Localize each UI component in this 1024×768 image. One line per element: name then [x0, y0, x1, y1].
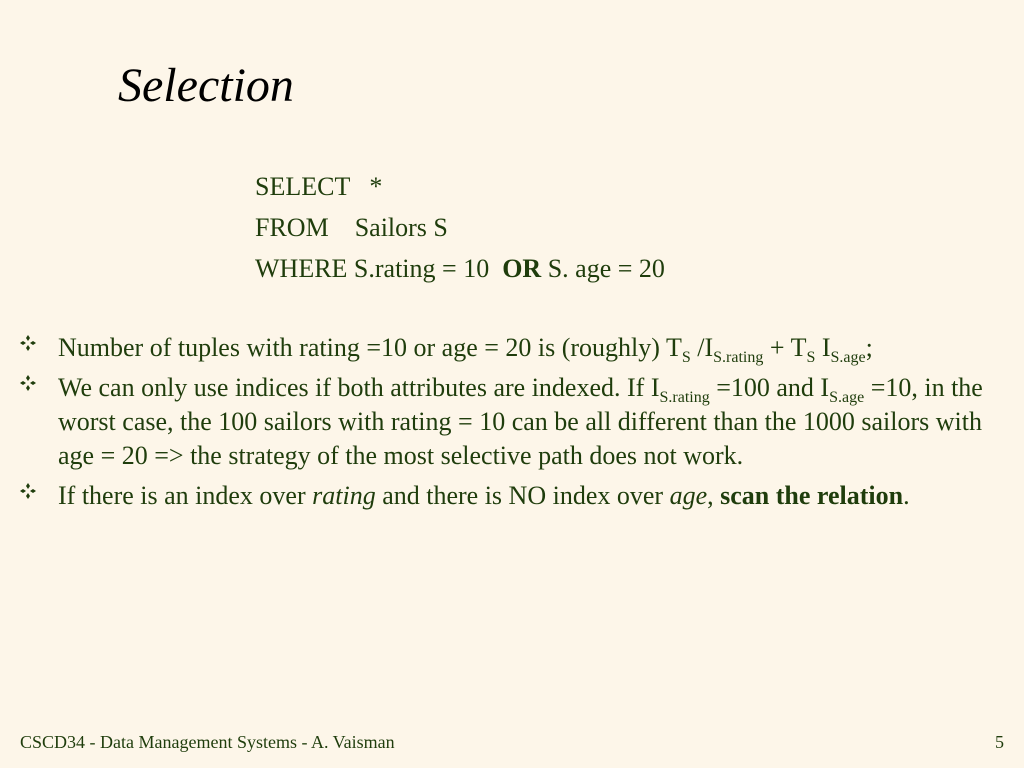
- sql-where-cond2: S. age = 20: [547, 254, 665, 283]
- bullet3-italic-rating: rating: [312, 481, 376, 510]
- bullet2-text2: =100 and I: [709, 373, 830, 402]
- sql-select-keyword: SELECT: [255, 172, 350, 201]
- bullet3-text1: If there is an index over: [58, 481, 313, 510]
- sql-select-line: [255, 166, 665, 207]
- bullet3-text2: and there is NO index over: [375, 481, 670, 510]
- bullet1-sub2: S.rating: [713, 349, 764, 366]
- sql-where-line: [255, 248, 665, 289]
- bullet1-sub1: S: [681, 349, 691, 366]
- sql-query: [255, 166, 665, 289]
- bullet1-text2: /I: [690, 333, 714, 362]
- bullet3-italic-age: age: [669, 481, 708, 510]
- page-number: 5: [995, 732, 1004, 752]
- sql-select-star: *: [369, 172, 383, 201]
- four-diamond-bullet-icon: [20, 483, 36, 499]
- bullet1-text3: + T: [763, 333, 807, 362]
- sql-from-keyword: FROM: [255, 213, 329, 242]
- four-diamond-bullet-icon: [20, 335, 36, 351]
- bullet2-sub1: S.rating: [659, 389, 710, 406]
- bullet1-sub3: S: [806, 349, 816, 366]
- bullet-item-2: [20, 371, 990, 473]
- sql-from-table: Sailors S: [354, 213, 448, 242]
- bullet-item-3: [20, 479, 990, 513]
- bullet2-text3: =10, in the worst case, the 100 sailors with rating = 10 can be all different than the 1000 sailors with age = 20 => the strategy of the most selective path does not work.: [58, 373, 983, 470]
- bullet-item-1: [20, 331, 990, 365]
- bullet1-text4: I: [815, 333, 831, 362]
- bullet3-text4: .: [903, 481, 910, 510]
- bullet3-bold-scan: scan the relation: [720, 481, 904, 510]
- bullet2-sub2: S.age: [829, 389, 865, 406]
- bullet1-text1: Number of tuples with rating =10 or age = 20 is (roughly) T: [58, 333, 682, 362]
- bullet1-text5: ;: [865, 333, 873, 362]
- sql-or-keyword: OR: [502, 254, 542, 283]
- sql-from-line: [255, 207, 665, 248]
- four-diamond-bullet-icon: [20, 375, 36, 391]
- slide-footer: CSCD34 - Data Management Systems - A. Vaisman: [20, 732, 395, 752]
- sql-where-cond1: WHERE S.rating = 10: [255, 254, 490, 283]
- bullet3-text3: ,: [707, 481, 721, 510]
- bullet-list: [20, 331, 990, 519]
- slide-title: Selection: [118, 59, 294, 112]
- bullet2-text1: We can only use indices if both attributes are indexed. If I: [58, 373, 660, 402]
- bullet1-sub4: S.age: [830, 349, 866, 366]
